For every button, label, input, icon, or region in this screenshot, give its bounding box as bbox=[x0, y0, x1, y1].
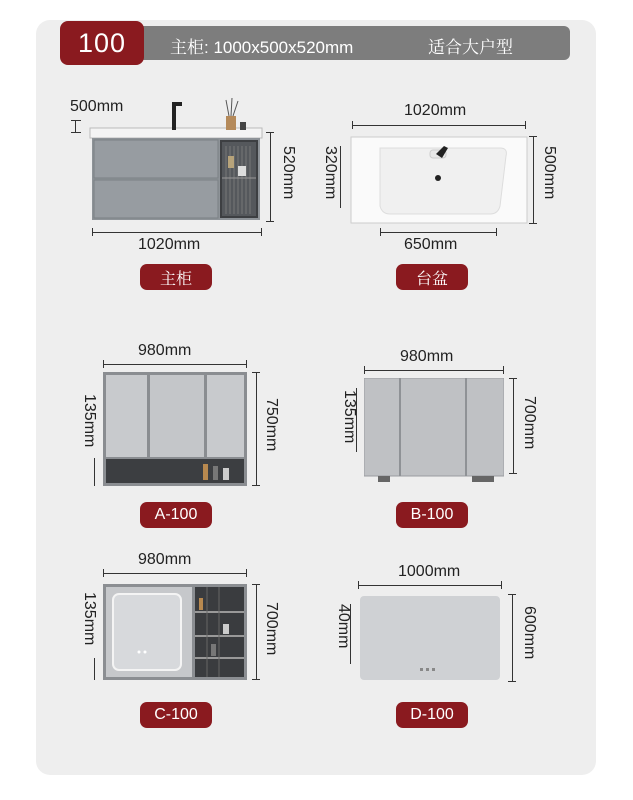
model-number-badge: 100 bbox=[60, 21, 144, 65]
cabinet-c-height: 700mm bbox=[263, 602, 280, 656]
tick bbox=[501, 581, 502, 589]
mirror-d-width: 1000mm bbox=[398, 563, 461, 580]
basin-inner-width: 650mm bbox=[404, 236, 458, 253]
cabinet-c-height-line bbox=[256, 584, 257, 680]
cabinet-a-width-line bbox=[103, 364, 247, 365]
main-cabinet-label: 主柜 bbox=[140, 264, 212, 290]
mirror-d-depth: 40mm bbox=[335, 604, 352, 649]
header-spec-text: 主柜: 1000x500x520mm bbox=[170, 38, 354, 57]
tick bbox=[529, 223, 537, 224]
cabinet-b-depth: 135mm bbox=[341, 390, 358, 444]
tick bbox=[380, 228, 381, 236]
tick bbox=[266, 132, 274, 133]
cabinet-c-depth: 135mm bbox=[81, 592, 98, 646]
tick bbox=[252, 584, 260, 585]
cabinet-a-height-line bbox=[256, 372, 257, 486]
cabinet-c-drawing bbox=[103, 584, 247, 680]
basin-drawing bbox=[350, 136, 528, 224]
main-cabinet-width: 1020mm bbox=[138, 236, 201, 253]
main-height-line bbox=[270, 132, 271, 222]
cabinet-b-height-line bbox=[513, 378, 514, 474]
main-cabinet-depth: 500mm bbox=[70, 98, 124, 115]
tick bbox=[246, 360, 247, 368]
main-cabinet-drawing bbox=[88, 96, 266, 224]
cabinet-c-width: 980mm bbox=[138, 551, 192, 568]
tick bbox=[266, 221, 274, 222]
tick bbox=[261, 228, 262, 236]
cabinet-b-label: B-100 bbox=[396, 502, 468, 528]
tick bbox=[503, 366, 504, 374]
cabinet-b-width: 980mm bbox=[400, 348, 454, 365]
cabinet-a-depth: 135mm bbox=[81, 394, 98, 448]
mirror-d-height: 600mm bbox=[521, 606, 538, 660]
tick bbox=[92, 228, 93, 236]
basin-inner-width-line bbox=[380, 232, 497, 233]
basin-inner-depth: 320mm bbox=[322, 146, 339, 200]
tick bbox=[252, 485, 260, 486]
cabinet-c-label: C-100 bbox=[140, 702, 212, 728]
cabinet-b-height: 700mm bbox=[521, 396, 538, 450]
tick bbox=[103, 569, 104, 577]
basin-depth-line bbox=[533, 136, 534, 224]
mirror-d-label: D-100 bbox=[396, 702, 468, 728]
cabinet-a-width: 980mm bbox=[138, 342, 192, 359]
cabinet-a-depth-line bbox=[94, 458, 95, 486]
cabinet-a-height: 750mm bbox=[263, 398, 280, 452]
depth-marker-top bbox=[71, 120, 81, 121]
tick bbox=[252, 679, 260, 680]
tick bbox=[508, 681, 516, 682]
tick bbox=[496, 228, 497, 236]
tick bbox=[529, 136, 537, 137]
cabinet-b-width-line bbox=[364, 370, 504, 371]
mirror-d-height-line bbox=[512, 594, 513, 682]
cabinet-c-width-line bbox=[103, 573, 247, 574]
basin-width: 1020mm bbox=[404, 102, 467, 119]
cabinet-a-drawing bbox=[103, 372, 247, 486]
depth-marker bbox=[75, 120, 76, 132]
tick bbox=[246, 569, 247, 577]
tick bbox=[352, 121, 353, 129]
tick bbox=[252, 372, 260, 373]
mirror-d-drawing bbox=[358, 594, 502, 682]
main-width-line bbox=[92, 232, 262, 233]
cabinet-a-label: A-100 bbox=[140, 502, 212, 528]
tick bbox=[364, 366, 365, 374]
cabinet-b-drawing bbox=[364, 378, 504, 482]
basin-width-line bbox=[352, 125, 526, 126]
cabinet-c-depth-line bbox=[94, 658, 95, 680]
tick bbox=[103, 360, 104, 368]
tick bbox=[358, 581, 359, 589]
tick bbox=[509, 378, 517, 379]
tick bbox=[509, 473, 517, 474]
depth-marker-bottom bbox=[71, 132, 81, 133]
tick bbox=[525, 121, 526, 129]
main-cabinet-height: 520mm bbox=[280, 146, 297, 200]
basin-label: 台盆 bbox=[396, 264, 468, 290]
basin-depth: 500mm bbox=[541, 146, 558, 200]
header-tag-text: 适合大户型 bbox=[428, 38, 513, 57]
tick bbox=[508, 594, 516, 595]
basin-inner-depth-line bbox=[340, 146, 341, 208]
mirror-d-width-line bbox=[358, 585, 502, 586]
